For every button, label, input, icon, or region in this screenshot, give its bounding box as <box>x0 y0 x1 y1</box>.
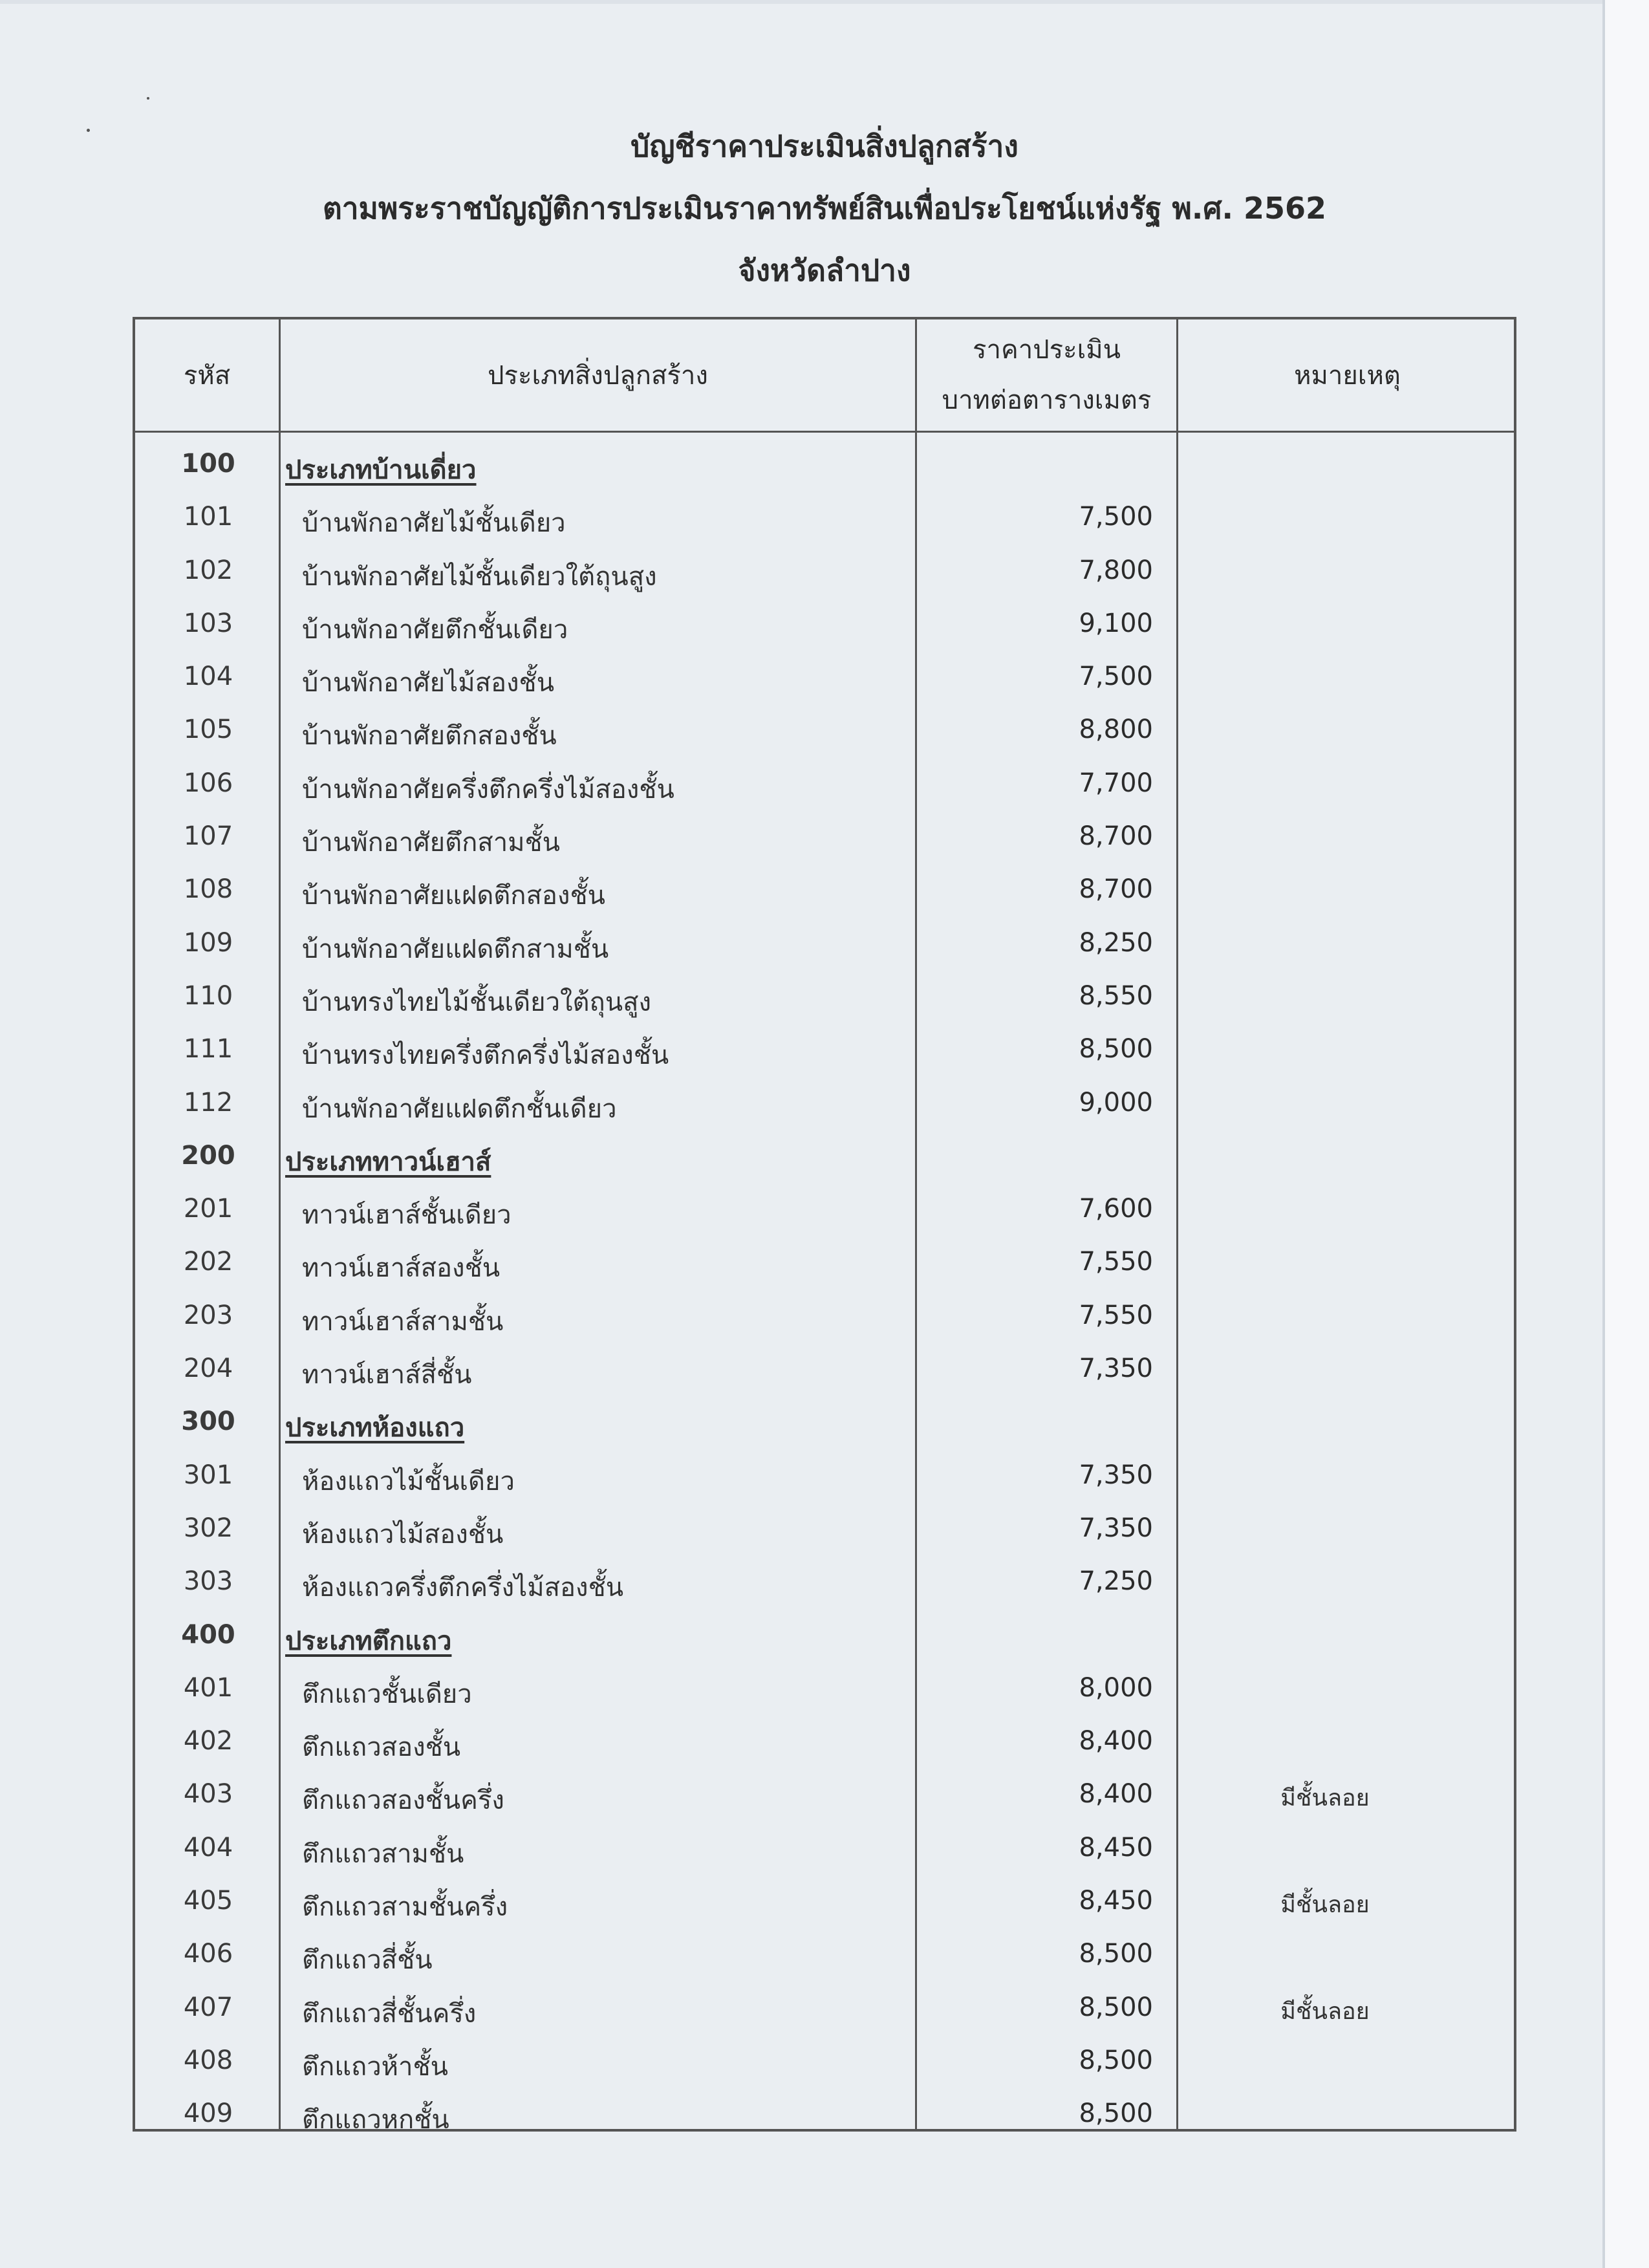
table-body <box>135 444 1514 2147</box>
row-type-name: บ้านทรงไทยครึ่งตึกครึ่งไม้สองชั้น <box>302 1041 669 1071</box>
row-price: 8,550 <box>1079 980 1153 1011</box>
row-type-name: บ้านพักอาศัยแฝดตึกสองชั้น <box>302 881 605 911</box>
row-code: 405 <box>183 1886 233 1916</box>
row-code: 408 <box>183 2045 233 2075</box>
row-type-name: ตึกแถวสองชั้น <box>302 1733 461 1763</box>
row-price: 8,400 <box>1079 1726 1153 1756</box>
row-price: 7,350 <box>1079 1354 1153 1384</box>
row-type-name: บ้านพักอาศัยตึกชั้นเดียว <box>302 614 568 645</box>
row-type-name: ตึกแถวสามชั้น <box>302 1839 464 1869</box>
row-code: 105 <box>183 715 233 745</box>
table-row <box>135 1828 1514 1881</box>
table-row <box>135 1508 1514 1561</box>
table-row <box>135 1561 1514 1614</box>
row-code: 401 <box>183 1672 233 1703</box>
table-row <box>135 603 1514 656</box>
table-row <box>135 1455 1514 1508</box>
row-type-name: บ้านพักอาศัยไม้สองชั้น <box>302 668 555 698</box>
row-price: 9,000 <box>1079 1087 1153 1118</box>
row-price: 8,400 <box>1079 1779 1153 1809</box>
row-price: 8,500 <box>1079 1939 1153 1969</box>
header-divider <box>135 431 1514 433</box>
row-type-name: บ้านพักอาศัยไม้ชั้นเดียว <box>302 508 566 539</box>
row-type-name: ตึกแถวสองชั้นครึ่ง <box>302 1786 504 1816</box>
row-price: 7,250 <box>1079 1566 1153 1597</box>
row-code: 300 <box>181 1407 235 1437</box>
table-row <box>135 869 1514 922</box>
table-row <box>135 763 1514 816</box>
table-row <box>135 1189 1514 1242</box>
row-type-name: ตึกแถวสี่ชั้น <box>302 1945 433 1976</box>
table-row <box>135 1242 1514 1295</box>
table-row <box>135 2040 1514 2093</box>
row-note: มีชั้นลอย <box>1280 1785 1370 1812</box>
row-price: 7,350 <box>1079 1460 1153 1490</box>
row-code: 103 <box>183 608 233 638</box>
table-row <box>135 1348 1514 1401</box>
table-row <box>135 1668 1514 1721</box>
row-code: 403 <box>183 1779 233 1809</box>
row-type-name: ตึกแถวชั้นเดียว <box>302 1679 472 1709</box>
row-type-name: ตึกแถวห้าชั้น <box>302 2051 448 2082</box>
row-code: 102 <box>183 555 233 585</box>
row-code: 409 <box>183 2099 233 2129</box>
row-type-name: ทาวน์เฮาส์สองชั้น <box>302 1253 501 1284</box>
row-price: 9,100 <box>1079 608 1153 638</box>
row-type-name: บ้านพักอาศัยตึกสองชั้น <box>302 721 557 751</box>
row-price: 7,700 <box>1079 768 1153 798</box>
row-type-name: ตึกแถวสามชั้นครึ่ง <box>302 1892 508 1923</box>
row-price: 8,500 <box>1079 2045 1153 2075</box>
column-header-type: ประเภทสิ่งปลูกสร้าง <box>488 361 708 391</box>
table-row <box>135 1721 1514 1774</box>
table-row <box>135 550 1514 603</box>
row-price: 8,000 <box>1079 1672 1153 1703</box>
row-price: 7,600 <box>1079 1194 1153 1224</box>
row-price: 7,800 <box>1079 555 1153 585</box>
row-code: 111 <box>183 1034 233 1064</box>
scan-speck <box>147 97 149 100</box>
row-note: มีชั้นลอย <box>1280 1998 1370 2025</box>
row-type-name: ตึกแถวสี่ชั้นครึ่ง <box>302 1998 477 2029</box>
table-row <box>135 816 1514 869</box>
row-code: 202 <box>183 1247 233 1277</box>
table-row <box>135 709 1514 762</box>
row-code: 108 <box>183 874 233 905</box>
row-type-name: บ้านพักอาศัยแฝดตึกสามชั้น <box>302 934 609 964</box>
price-header-line-1: ราคาประเมิน <box>973 335 1121 365</box>
row-code: 101 <box>183 502 233 532</box>
row-code: 107 <box>183 821 233 852</box>
row-type-name: ประเภททาวน์เฮาส์ <box>285 1147 491 1177</box>
page-top-edge <box>0 0 1602 4</box>
row-code: 104 <box>183 662 233 692</box>
row-price: 8,250 <box>1079 927 1153 958</box>
row-price: 7,500 <box>1079 502 1153 532</box>
row-code: 301 <box>183 1460 233 1490</box>
row-type-name: ห้องแถวไม้ชั้นเดียว <box>302 1466 515 1496</box>
row-code: 406 <box>183 1939 233 1969</box>
row-price: 8,500 <box>1079 2099 1153 2129</box>
row-code: 112 <box>183 1087 233 1118</box>
category-row <box>135 1615 1514 1668</box>
price-table <box>133 317 1516 2135</box>
row-type-name: บ้านพักอาศัยครึ่งตึกครึ่งไม้สองชั้น <box>302 774 674 805</box>
table-row <box>135 656 1514 709</box>
row-type-name: ตึกแถวหกชั้น <box>302 2105 449 2135</box>
row-code: 404 <box>183 1832 233 1863</box>
row-code: 200 <box>181 1140 235 1171</box>
column-header-price <box>917 319 1176 431</box>
row-price: 8,800 <box>1079 715 1153 745</box>
row-type-name: ประเภทบ้านเดี่ยว <box>285 455 477 485</box>
price-header-line-2: บาทต่อตารางเมตร <box>942 385 1152 415</box>
category-row <box>135 1136 1514 1189</box>
row-type-name: ห้องแถวครึ่งตึกครึ่งไม้สองชั้น <box>302 1573 624 1603</box>
category-row <box>135 1401 1514 1454</box>
row-type-name: ทาวน์เฮาส์สี่ชั้น <box>302 1360 472 1390</box>
table-row <box>135 2093 1514 2146</box>
row-price: 8,500 <box>1079 1992 1153 2022</box>
table-row <box>135 497 1514 550</box>
table-row <box>135 1987 1514 2040</box>
row-code: 303 <box>183 1566 233 1597</box>
row-type-name: ทาวน์เฮาส์สามชั้น <box>302 1306 504 1337</box>
row-type-name: บ้านทรงไทยไม้ชั้นเดียวใต้ถุนสูง <box>302 987 652 1017</box>
row-code: 407 <box>183 1992 233 2022</box>
row-code: 400 <box>181 1619 235 1650</box>
document-header <box>0 115 1649 301</box>
table-row <box>135 1295 1514 1348</box>
table-row <box>135 976 1514 1029</box>
table-row <box>135 1029 1514 1082</box>
row-code: 302 <box>183 1513 233 1543</box>
row-code: 203 <box>183 1300 233 1330</box>
table-row <box>135 923 1514 976</box>
row-type-name: บ้านพักอาศัยแฝดตึกชั้นเดียว <box>302 1094 617 1124</box>
title-line-2: ตามพระราชบัญญัติการประเมินราคาทรัพย์สินเพื่อประโยชน์แห่งรัฐ พ.ศ. 2562 <box>322 191 1327 226</box>
row-code: 402 <box>183 1726 233 1756</box>
row-code: 106 <box>183 768 233 798</box>
row-price: 8,450 <box>1079 1832 1153 1863</box>
table-row <box>135 1934 1514 1987</box>
row-price: 7,350 <box>1079 1513 1153 1543</box>
row-price: 8,450 <box>1079 1886 1153 1916</box>
row-type-name: บ้านพักอาศัยไม้ชั้นเดียวใต้ถุนสูง <box>302 561 657 592</box>
row-code: 100 <box>181 449 235 479</box>
row-code: 204 <box>183 1354 233 1384</box>
row-price: 7,550 <box>1079 1247 1153 1277</box>
table-row <box>135 1881 1514 1934</box>
table-row <box>135 1774 1514 1827</box>
row-price: 7,550 <box>1079 1300 1153 1330</box>
column-header-code: รหัส <box>183 361 231 391</box>
category-row <box>135 444 1514 497</box>
row-type-name: บ้านพักอาศัยตึกสามชั้น <box>302 828 561 858</box>
column-header-note: หมายเหตุ <box>1294 361 1401 391</box>
row-price: 7,500 <box>1079 662 1153 692</box>
title-line-1: บัญชีราคาประเมินสิ่งปลูกสร้าง <box>630 129 1018 164</box>
row-price: 8,500 <box>1079 1034 1153 1064</box>
row-price: 8,700 <box>1079 821 1153 852</box>
title-line-3: จังหวัดลำปาง <box>738 253 911 288</box>
table-row <box>135 1083 1514 1136</box>
row-type-name: ประเภทห้องแถว <box>285 1413 465 1443</box>
row-price: 8,700 <box>1079 874 1153 905</box>
row-type-name: ห้องแถวไม้สองชั้น <box>302 1519 504 1550</box>
row-code: 109 <box>183 927 233 958</box>
scanner-edge-strip <box>1605 0 1649 2268</box>
row-type-name: ประเภทตึกแถว <box>285 1626 452 1656</box>
row-note: มีชั้นลอย <box>1280 1892 1370 1919</box>
row-type-name: ทาวน์เฮาส์ชั้นเดียว <box>302 1200 512 1231</box>
row-code: 110 <box>183 980 233 1011</box>
row-code: 201 <box>183 1194 233 1224</box>
